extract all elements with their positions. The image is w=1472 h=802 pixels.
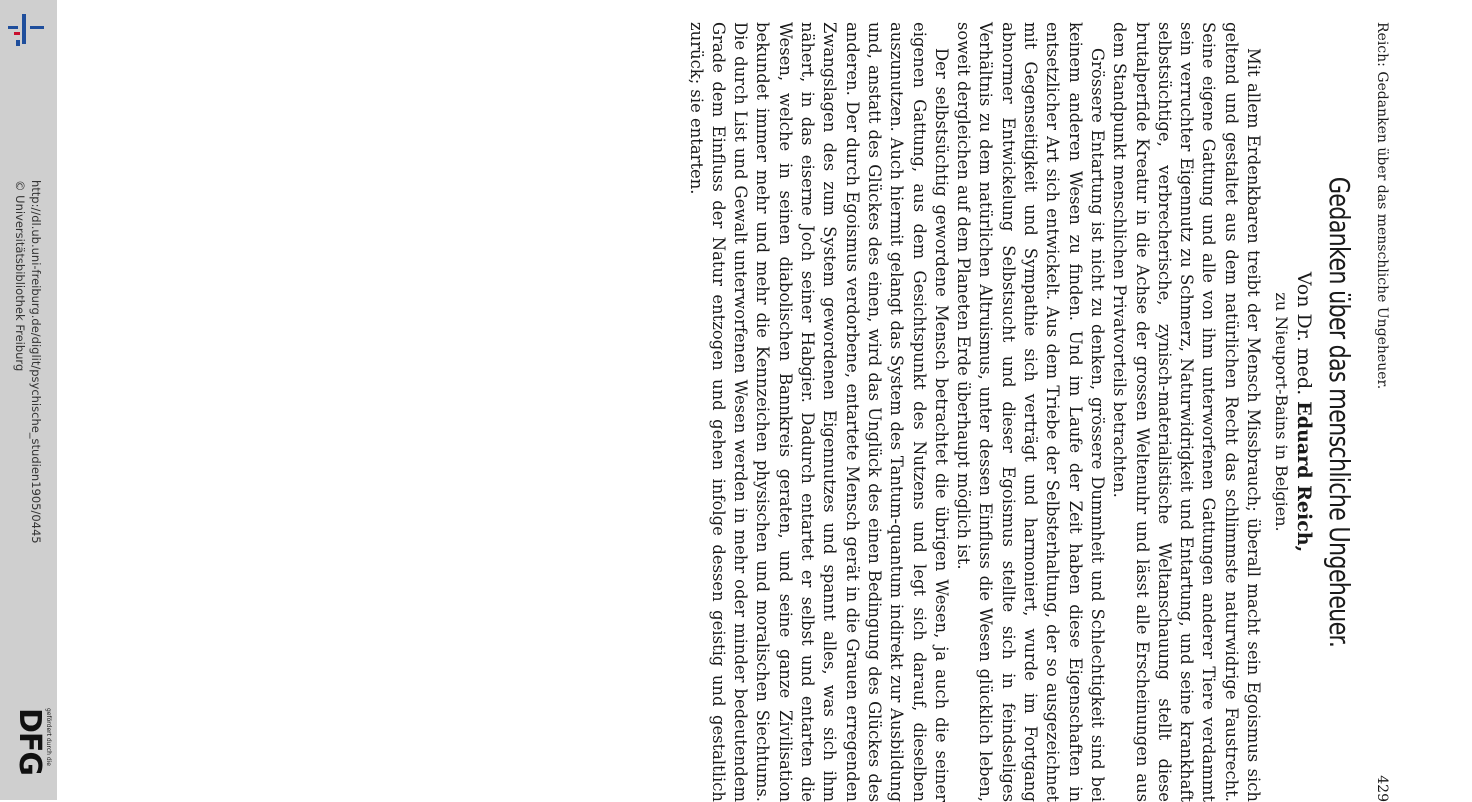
source-url[interactable]: http://dl.ub.uni-freiburg.de/diglit/psychische_studien1905/0445 [29,180,43,544]
copyright-notice: © Universitätsbibliothek Freiburg [13,180,27,372]
running-head: Reich: Gedanken über das menschliche Ungeheuer. [1374,22,1390,390]
university-logo-icon [4,10,48,50]
dfg-funded-label: gefördert durch die [45,708,52,766]
dfg-wordmark: DFG [12,708,47,776]
paragraph: Der selbstsüchtig gewordene Mensch betrachtet die übrigen Wesen, ja auch die seiner eigenen Gattung, aus dem Gesichtspunkt des Nutzens und legt sich darauf, dieselben auszunutzen. Auch hiermit gelangt das System des Tantum-quantum indirekt zur Ausbildung und, anstatt des Glückes des einen, wird das Unglück des einen Bedingung des Glückes des anderen. Der durch Egoismus verdorbene, entartete Mensch gerät in die Grauen erregenden Zwangslagen des zum System gewordenen Eigennutzes und spannt alles, was sich ihm nähert, in das eiserne Joch seiner Habgier. Dadurch entartet er selbst und entarten die Wesen, welche in seinen diabolischen Bannkreis geraten, und seine ganze Zivilisation bekundet immer mehr und mehr die Kennzeichen physischen und moralischen Siechtums. Die durch List und Gewalt unterworfenen Wesen werden in mehr oder minder bedeutendem Grade dem Einfluss der Natur entzogen und gehen infolge dessen geistig und gestaltlich zurück; sie entarten. [686,22,951,802]
byline-prefix: Von Dr. med. [1293,271,1315,396]
article-body [684,22,1264,802]
viewer-sidebar [0,0,57,800]
paragraph: Grössere Entartung ist nicht zu denken, grössere Dummheit und Schlechtigkeit sind bei keinem anderen Wesen zu finden. Und im Laufe der Zeit haben diese Eigenschaften in entsetzlicher Art sich entwickelt. Aus dem Triebe der Selbsterhaltung, der so ausgezeichnet mit Gegenseitigkeit und Sympathie sich verträgt und harmoniert, wurde im Fortgang abnormer Entwickelung Selbstsucht und dieser Egoismus stellte sich in feindseliges Verhältnis zu dem natürlichen Altruismus, unter dessen Einfluss die Wesen glücklich leben, soweit dergleichen auf dem Planeten Erde überhaupt möglich ist. [954,22,1107,802]
page-number: 429 [1374,775,1390,802]
running-header [1368,22,1390,802]
paragraph: Mit allem Erdenkbaren treibt der Mensch Missbrauch; überall macht sein Egoismus sich geltend und gestaltet aus dem natürlichen Recht das schlimmste naturwidrige Faustrecht. Seine eigene Gattung und alle von ihm unterworfenen Gattungen anderer Tiere verdammt sein verruchter Eigennutz zu Schmerz, Naturwidrigkeit und Entartung, und seine krankhaft selbstsüchtige, verbrecherische, zynisch-materialistische Weltanschauung stellt diese brutalperfide Kreatur in die Achse der grossen Weltenuhr und lässt alle Erscheinungen aus dem Standpunkt menschlichen Privatvorteils betrachten. [1110,22,1263,802]
byline [1293,22,1315,802]
author-name: Eduard Reich, [1293,401,1315,553]
article-title: Gedanken über das menschliche Ungeheuer. [1323,176,1356,648]
author-affiliation: zu Nieuport-Bains in Belgien. [1272,292,1291,532]
